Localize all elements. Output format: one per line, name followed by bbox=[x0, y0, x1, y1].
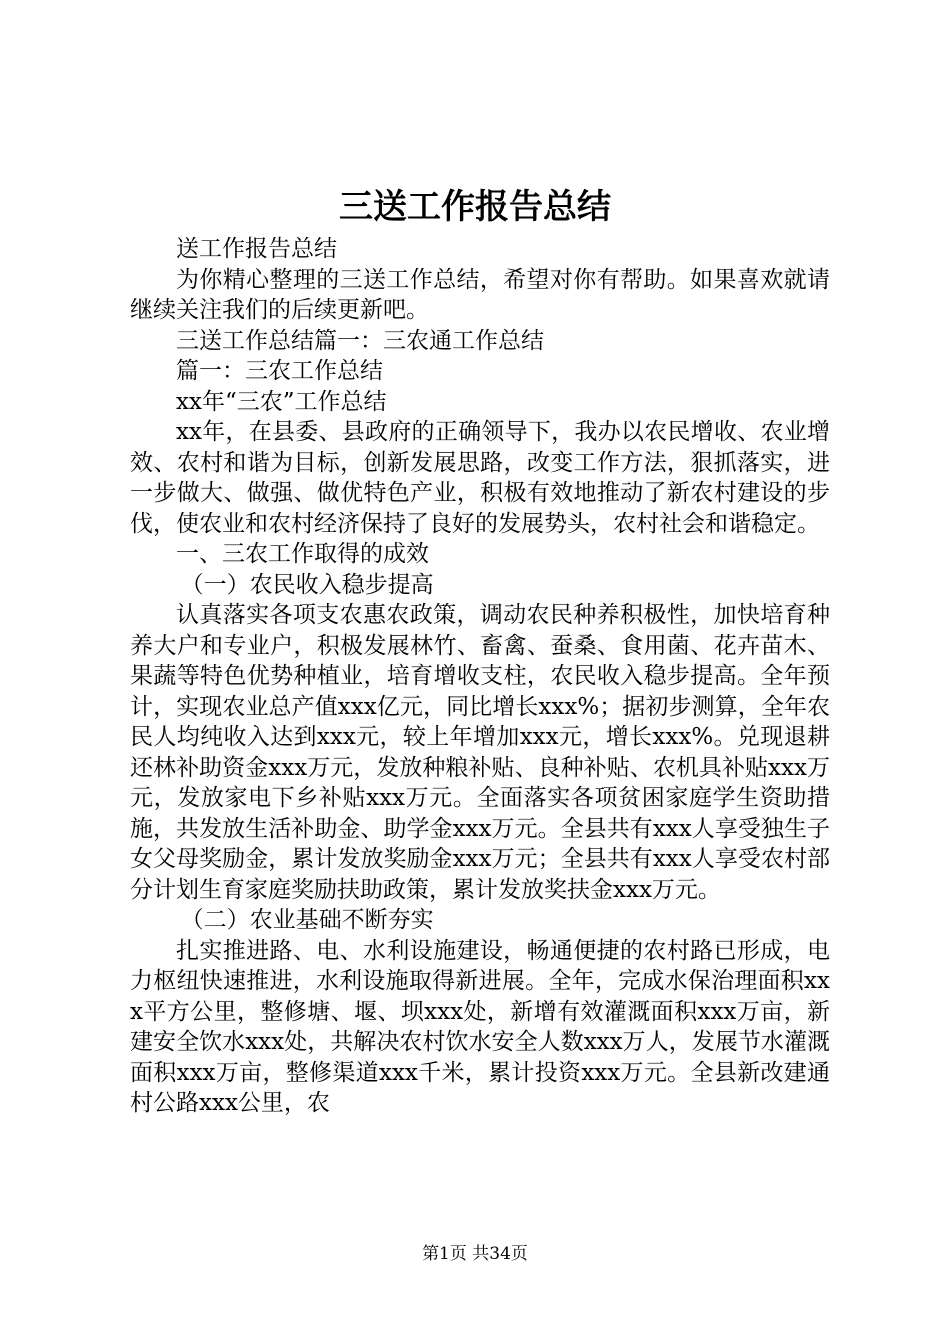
paragraph-heading-achievements: 一、三农工作取得的成效 bbox=[176, 541, 429, 567]
document-body bbox=[130, 234, 830, 1119]
paragraph-chapter-title: 三送工作总结篇一：三农通工作总结 bbox=[176, 327, 544, 354]
page-number-footer: 第1页 共34页 bbox=[422, 1244, 528, 1264]
paragraph-heading: 送工作报告总结 bbox=[176, 236, 337, 262]
paragraph-section-title: 篇一：三农工作总结 bbox=[176, 358, 383, 384]
paragraph-foundation: 扎实推进路、电、水利设施建设，畅通便捷的农村路已形成，电力枢纽快速推进，水利设施取得新进展。全年，完成水保治理面积xxx平方公里，整修塘、堰、坝xxx处，新增有效灌溉面积xxx万亩，新建安全饮水xxx处，共解决农村饮水安全人数xxx万人，发展节水灌溉面积xxx万亩，整修渠道xxx千米，累计投资xxx万元。全县新改建通村公路xxx公里，农 bbox=[130, 937, 830, 1116]
paragraph-subheading-foundation: （二）农业基础不断夯实 bbox=[180, 907, 434, 933]
paragraph-year-title: xx年“三农”工作总结 bbox=[176, 388, 387, 415]
paragraph-overview: xx年，在县委、县政府的正确领导下，我办以农民增收、农业增效、农村和谐为目标，创新发展思路，改变工作方法，狠抓落实，进一步做大、做强、做优特色产业，积极有效地推动了新农村建设的步伐，使农业和农村经济保持了良好的发展势头，农村社会和谐稳定。 bbox=[130, 419, 830, 537]
document-title: 三送工作报告总结 bbox=[339, 187, 611, 227]
paragraph-subheading-income: （一）农民收入稳步提高 bbox=[180, 571, 434, 598]
paragraph-income: 认真落实各项支农惠农政策，调动农民种养积极性，加快培育种养大户和专业户，积极发展林竹、畜禽、蚕桑、食用菌、花卉苗木、果蔬等特色优势种植业，培育增收支柱，农民收入稳步提高。全年预计，实现农业总产值xxx亿元，同比增长xxx%；据初步测算，全年农民人均纯收入达到xxx元，较上年增加xxx元，增长xxx%。兑现退耕还林补助资金xxx万元，发放种粮补贴、良种补贴、农机具补贴xxx万元，发放家电下乡补贴xxx万元。全面落实各项贫困家庭学生资助措施，共发放生活补助金、助学金xxx万元。全县共有xxx人享受独生子女父母奖励金，累计发放奖励金xxx万元；全县共有xxx人享受农村部分计划生育家庭奖励扶助政策，累计发放奖扶金xxx万元。 bbox=[130, 602, 830, 903]
paragraph-intro: 为你精心整理的三送工作总结，希望对你有帮助。如果喜欢就请继续关注我们的后续更新吧。 bbox=[130, 266, 830, 323]
